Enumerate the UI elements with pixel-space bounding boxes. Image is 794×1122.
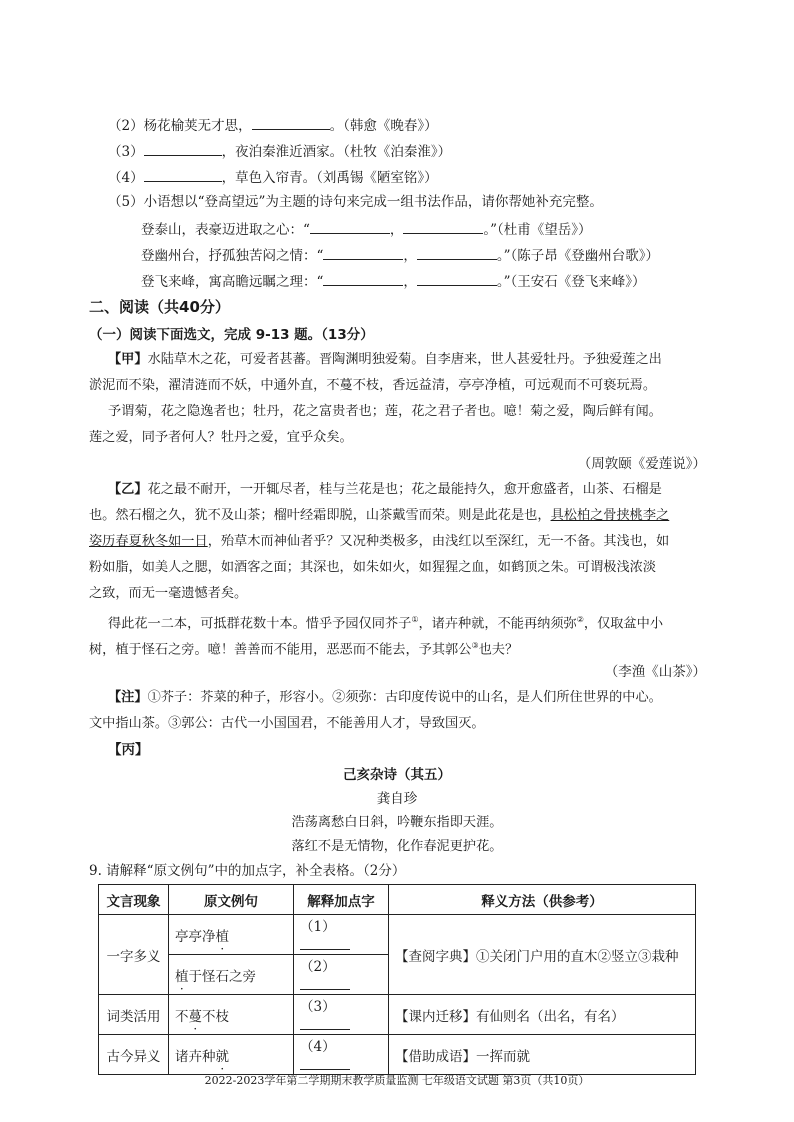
phenomenon-cell: 古今异义 xyxy=(99,1035,169,1075)
answer-cell: （2） xyxy=(294,955,389,995)
question-3: （3） ，夜泊秦淮近酒家。（杜牧《泊秦淮》） xyxy=(108,141,451,161)
yi-line-4: 粉如脂，如美人之腮，如酒客之面；其深也，如朱如火，如猩猩之血，如鹤顶之朱。可谓极浅浓淡 xyxy=(89,560,657,575)
jia-paragraph-1-line-1: 【甲】水陆草木之花，可爱者甚蕃。晋陶渊明独爱菊。自李唐来，世人甚爱牡丹。予独爱莲之出 xyxy=(108,352,662,367)
question-5-item-b: 登幽州台，抒孤独苦闷之情：“ ， 。”（陈子昂《登幽州台歌》） xyxy=(141,245,659,265)
method-cell: 【查阅字典】①关闭门户用的直木②竖立③栽种 xyxy=(389,915,696,995)
phenomenon-cell: 词类活用 xyxy=(99,995,169,1035)
example-cell: 亭亭净植 xyxy=(169,915,294,955)
table-header: 原文例句 xyxy=(169,885,294,915)
poem-line-1: 浩荡离愁白日斜，吟鞭东指即天涯。 xyxy=(291,815,503,830)
poem-line-2: 落红不是无情物，化作春泥更护花。 xyxy=(291,839,503,854)
yi-paragraph-2-line-1: 得此花一二本，可抵群花数十本。惜乎予园仅同芥子①，诸卉种就，不能再纳须弥②，仅取盆中小 xyxy=(108,615,664,632)
yi-line-1: 【乙】花之最不耐开，一开辄尽者，桂与兰花是也；花之最能持久，愈开愈盛者，山茶、石榴是 xyxy=(108,482,662,497)
answer-blank[interactable] xyxy=(323,271,403,286)
method-cell: 【课内迁移】有仙则名（出名，有名） xyxy=(389,995,696,1035)
answer-blank[interactable] xyxy=(417,245,497,260)
answer-blank[interactable] xyxy=(252,115,330,130)
answer-blank[interactable] xyxy=(417,271,497,286)
table-header: 解释加点字 xyxy=(294,885,389,915)
answer-blank[interactable] xyxy=(300,1055,350,1070)
table-row xyxy=(99,915,696,955)
subsection-title: （一）阅读下面选文，完成 9-13 题。（13分） xyxy=(89,327,374,343)
yi-paragraph-2-line-2: 树，植于怪石之旁。噫！善善而不能用，恶恶而不能去，予其郭公③也夫？ xyxy=(89,641,519,658)
yi-source: （李渔《山茶》） xyxy=(604,664,706,680)
phenomenon-cell: 一字多义 xyxy=(99,915,169,995)
table-row xyxy=(99,995,696,1035)
answer-blank[interactable] xyxy=(323,245,403,260)
question-5-item-a: 登泰山，表豪迈进取之心：“ ， 。”（杜甫《望岳》） xyxy=(141,219,592,239)
page-footer: 2022-2023学年第二学期期末教学质量监测 七年级语文试题 第3页（共10页） xyxy=(204,1074,590,1087)
jia-paragraph-2-line-2: 莲之爱，同予者何人？牡丹之爱，宜乎众矣。 xyxy=(89,430,353,445)
example-cell: 植于怪石之旁 xyxy=(169,955,294,995)
poem-title: 己亥杂诗（其五） xyxy=(343,767,451,783)
table-header: 释义方法（供参考） xyxy=(389,885,696,915)
question-2: （2）杨花榆荚无才思， 。（韩愈《晚春》） xyxy=(108,115,438,135)
method-cell: 【借助成语】一挥而就 xyxy=(389,1035,696,1075)
question-4: （4） ，草色入帘青。（刘禹锡《陋室铭》） xyxy=(108,167,438,187)
answer-blank[interactable] xyxy=(144,141,222,156)
poem-author: 龚自珍 xyxy=(376,791,418,807)
answer-table xyxy=(98,884,696,1075)
question-5-item-c: 登飞来峰，寓高瞻远瞩之理：“ ， 。”（王安石《登飞来峰》） xyxy=(141,271,646,291)
answer-blank[interactable] xyxy=(300,975,350,990)
table-header-row xyxy=(99,885,696,915)
yi-line-5: 之致，而无一毫遗憾者矣。 xyxy=(89,586,248,601)
answer-blank[interactable] xyxy=(310,219,390,234)
table-row xyxy=(99,1035,696,1075)
jia-paragraph-1-line-2: 淤泥而不染，濯清涟而不妖，中通外直，不蔓不枝，香远益清，亭亭净植，可远观而不可亵玩焉。 xyxy=(89,378,657,393)
table-header: 文言现象 xyxy=(99,885,169,915)
notes-line-2: 文中指山茶。③郭公：古代一小国国君，不能善用人才，导致国灭。 xyxy=(89,716,485,731)
answer-blank[interactable] xyxy=(403,219,483,234)
jia-source: （周敦颐《爱莲说》） xyxy=(577,456,706,472)
answer-blank[interactable] xyxy=(144,167,222,182)
answer-blank[interactable] xyxy=(300,1015,350,1030)
yi-line-2: 也。然石榴之久，犹不及山茶；榴叶经霜即脱，山茶戴雪而荣。则是此花是也，具松柏之骨挟桃李之 xyxy=(89,508,670,523)
bing-label: 【丙】 xyxy=(108,742,149,758)
example-cell: 不蔓不枝 xyxy=(169,995,294,1035)
jia-paragraph-2-line-1: 予谓菊，花之隐逸者也；牡丹，花之富贵者也；莲，花之君子者也。噫！菊之爱，陶后鲜有闻。 xyxy=(108,404,662,419)
example-cell: 诸卉种就 xyxy=(169,1035,294,1075)
question-9: 9. 请解释“原文例句”中的加点字，补全表格。（2分） xyxy=(89,863,406,879)
yi-line-3: 姿历春夏秋冬如一日，殆草木而神仙者乎？又况种类极多，由浅红以至深红，无一不备。其浅也，如 xyxy=(89,534,670,549)
answer-blank[interactable] xyxy=(300,935,350,950)
question-5: （5）小语想以“登高望远”为主题的诗句来完成一组书法作品，请你帮她补充完整。 xyxy=(108,194,603,210)
answer-cell: （4） xyxy=(294,1035,389,1075)
answer-cell: （3） xyxy=(294,995,389,1035)
notes-line-1: 【注】①芥子：芥菜的种子，形容小。②须弥：古印度传说中的山名，是人们所住世界的中心。 xyxy=(108,690,662,705)
answer-cell: （1） xyxy=(294,915,389,955)
section-title: 二、阅读（共40分） xyxy=(89,298,230,316)
